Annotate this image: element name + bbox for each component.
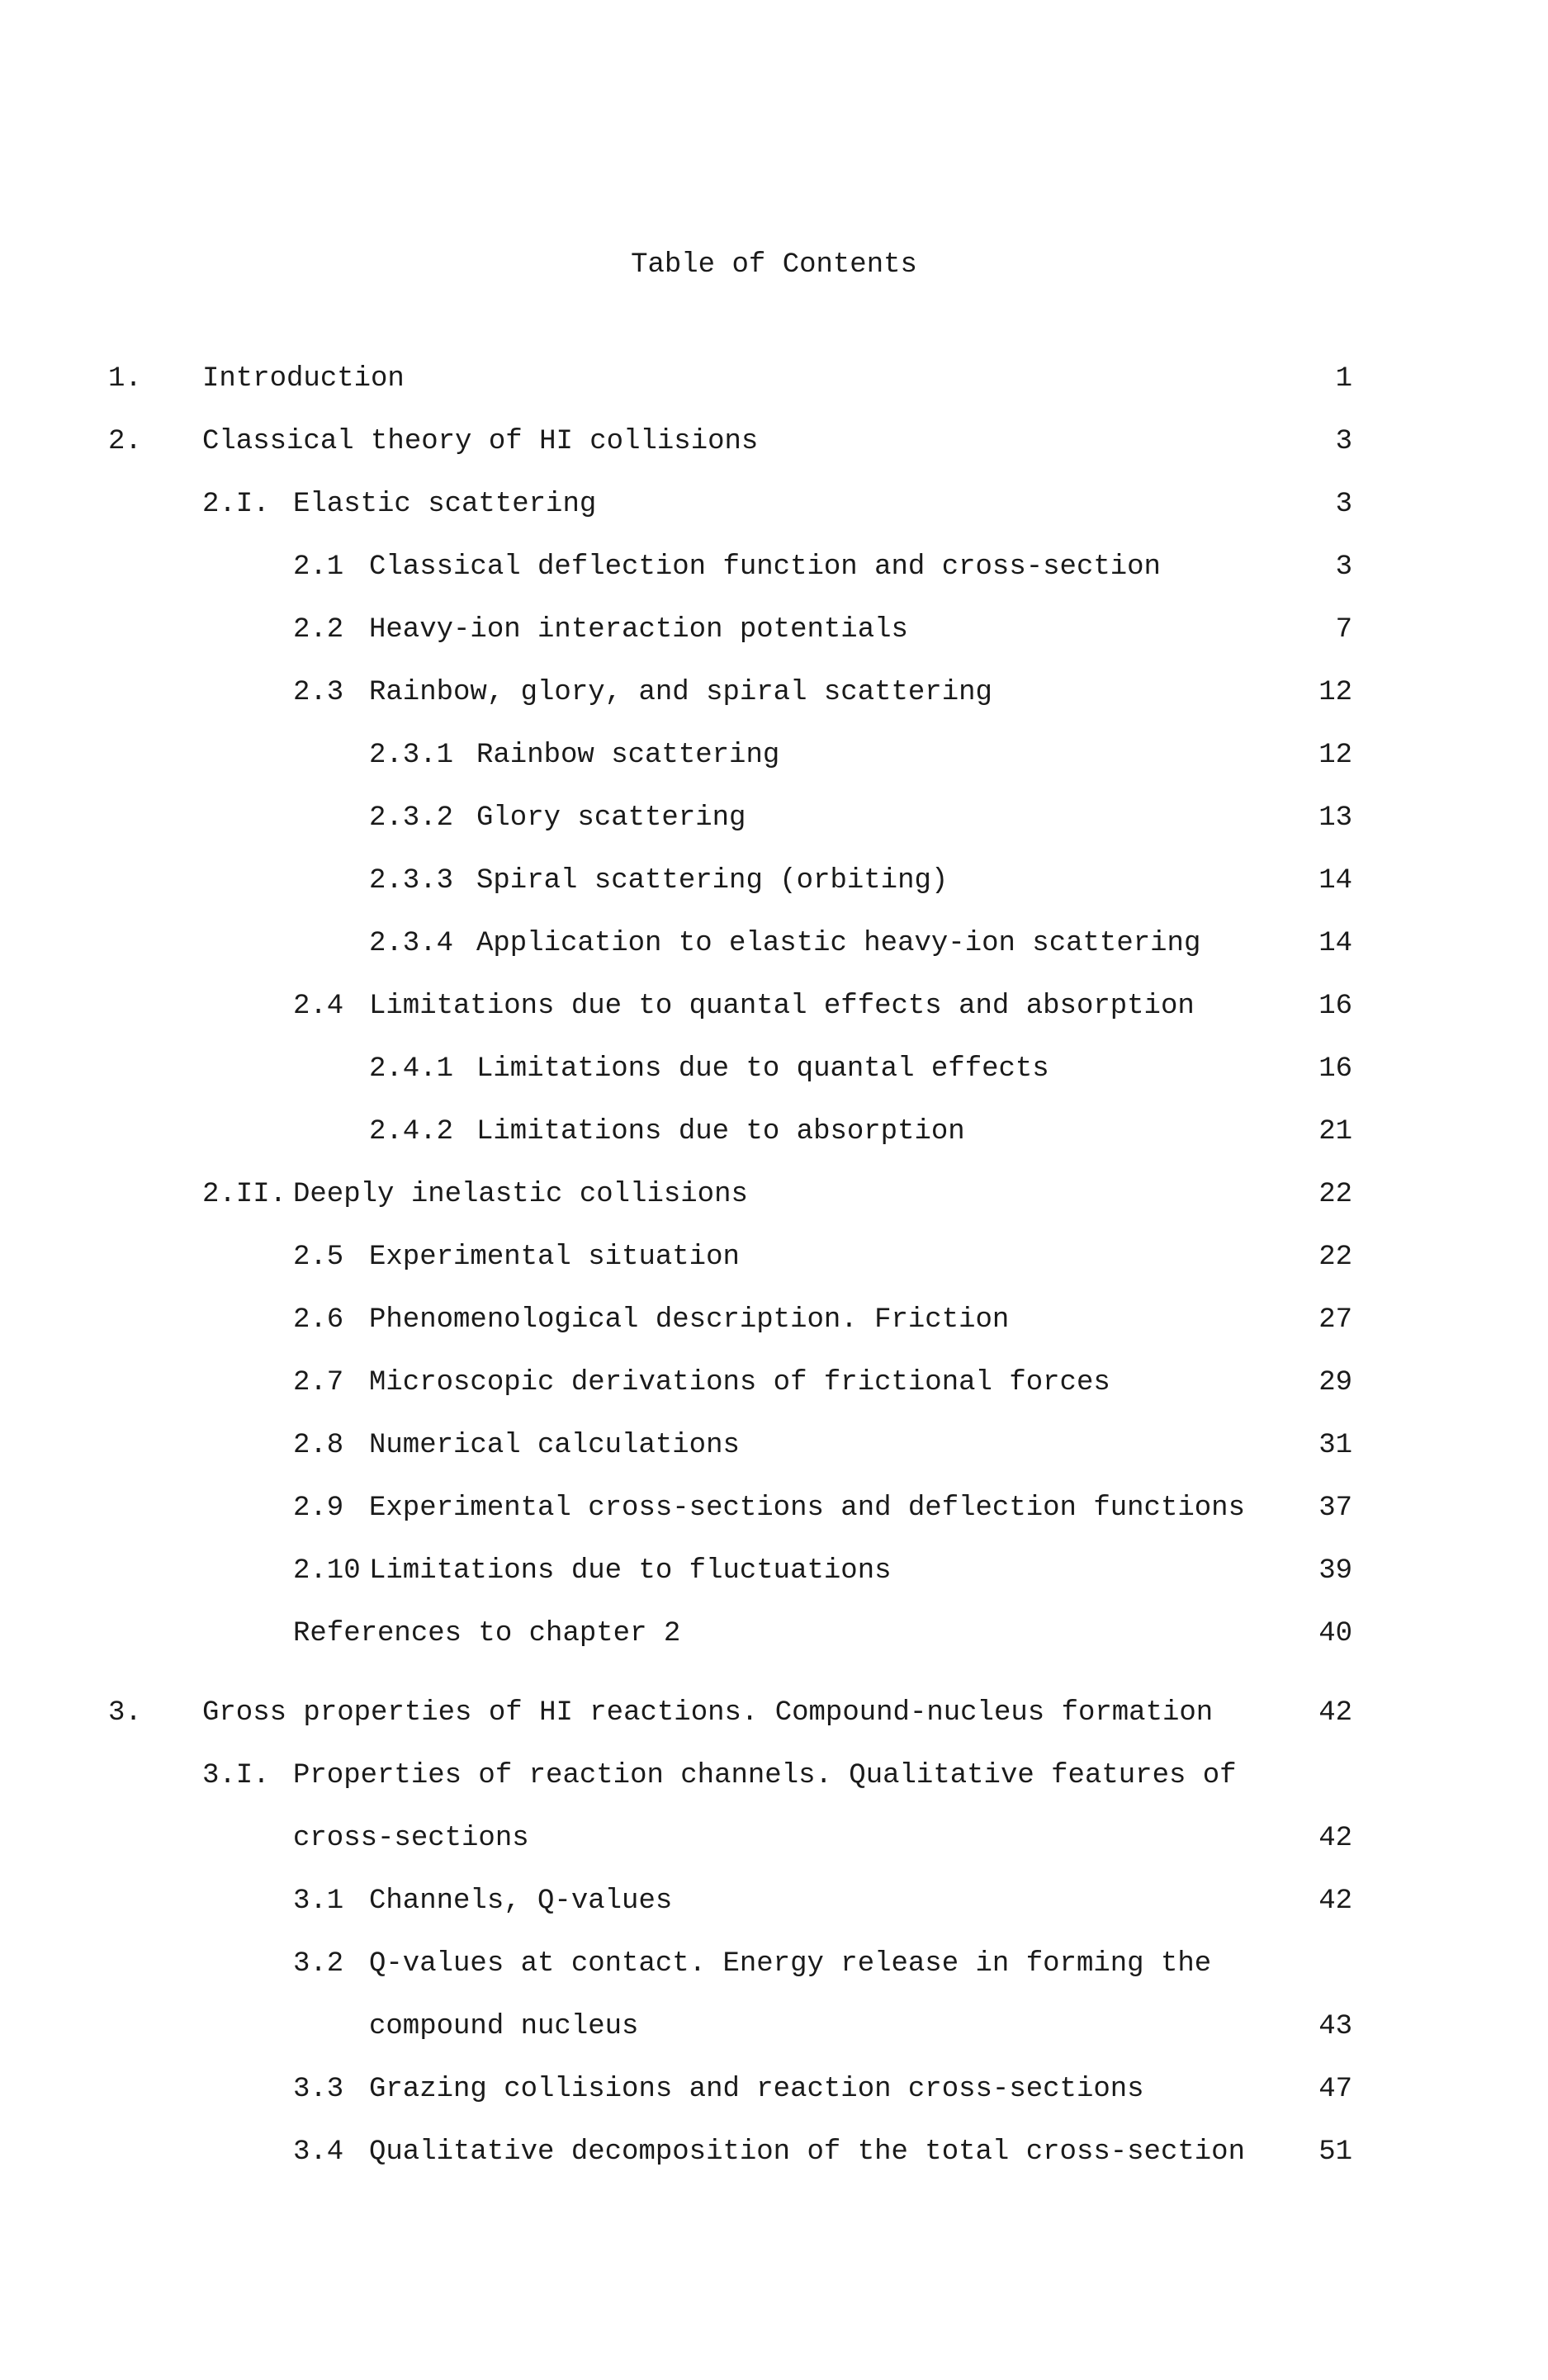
toc-entry-title: Rainbow, glory, and spiral scattering <box>369 677 992 708</box>
toc-entry <box>0 547 1548 588</box>
toc-entry <box>0 986 1548 1027</box>
toc-entry-page: 14 <box>1318 928 1352 959</box>
toc-entry-title: compound nucleus <box>369 2011 639 2042</box>
toc-entry-title: Deeply inelastic collisions <box>293 1179 748 1210</box>
toc-entry <box>0 1111 1548 1152</box>
toc-entry-title: Gross properties of HI reactions. Compound-nucleus formation <box>202 1697 1214 1729</box>
toc-entry-number: 3.2 <box>293 1948 344 1980</box>
toc-entry-number: 2.2 <box>293 614 344 646</box>
toc-entry-number: 2.5 <box>293 1242 344 1273</box>
toc-entry-title: Application to elastic heavy-ion scattering <box>476 928 1201 959</box>
toc-entry <box>0 1237 1548 1278</box>
toc-entry-number: 2.3.4 <box>369 928 454 959</box>
toc-entry-continuation <box>0 1818 1548 1859</box>
toc-entry-page: 51 <box>1318 2136 1352 2168</box>
toc-entry-number: 2.3.2 <box>369 802 454 834</box>
toc-entry-number: 2.9 <box>293 1493 344 1524</box>
toc-entry-number: 2.4.1 <box>369 1053 454 1085</box>
toc-entry <box>0 1362 1548 1403</box>
toc-entry-number: 2.7 <box>293 1367 344 1398</box>
toc-entry-title: cross-sections <box>293 1823 529 1854</box>
toc-entry-title: Glory scattering <box>476 802 746 834</box>
toc-entry-page: 7 <box>1335 614 1352 646</box>
toc-entry <box>0 1425 1548 1466</box>
toc-entry <box>0 797 1548 839</box>
toc-entry-title: Classical theory of HI collisions <box>202 426 759 457</box>
toc-entry-number: 2.4.2 <box>369 1116 454 1147</box>
toc-entry-page: 31 <box>1318 1430 1352 1461</box>
toc-entry-title: Channels, Q-values <box>369 1886 673 1917</box>
toc-entry-page: 16 <box>1318 1053 1352 1085</box>
toc-entry <box>0 1943 1548 1985</box>
toc-entry-page: 39 <box>1318 1555 1352 1587</box>
toc-entry-number: 2.3 <box>293 677 344 708</box>
toc-entry-page: 12 <box>1318 740 1352 771</box>
toc-entry-title: Phenomenological description. Friction <box>369 1304 1010 1336</box>
toc-entry-title: References to chapter 2 <box>293 1618 681 1649</box>
toc-entry-title: Limitations due to absorption <box>476 1116 965 1147</box>
toc-entry <box>0 609 1548 651</box>
toc-entry <box>0 1550 1548 1592</box>
toc-entry-page: 42 <box>1318 1823 1352 1854</box>
toc-entry-title: Limitations due to quantal effects <box>476 1053 1049 1085</box>
toc-entry-title: Limitations due to fluctuations <box>369 1555 892 1587</box>
toc-entry <box>0 2132 1548 2173</box>
toc-entry-title: Properties of reaction channels. Qualitative features of <box>293 1760 1237 1791</box>
toc-entry <box>0 1299 1548 1341</box>
toc-entry-number: 3.1 <box>293 1886 344 1917</box>
toc-entry-number: 3.3 <box>293 2074 344 2105</box>
toc-entry-number: 2.3.1 <box>369 740 454 771</box>
toc-entry-continuation <box>0 2006 1548 2047</box>
toc-entry-title: Numerical calculations <box>369 1430 740 1461</box>
toc-entry <box>0 672 1548 713</box>
toc-entry-title: Rainbow scattering <box>476 740 780 771</box>
toc-entry-title: Introduction <box>202 363 405 395</box>
toc-entry <box>0 1488 1548 1529</box>
toc-entry <box>0 1755 1548 1796</box>
toc-entry-page: 21 <box>1318 1116 1352 1147</box>
toc-entry-page: 42 <box>1318 1886 1352 1917</box>
toc-entry-title: Spiral scattering (orbiting) <box>476 865 949 897</box>
toc-entry-title: Experimental cross-sections and deflection functions <box>369 1493 1245 1524</box>
toc-entry-page: 29 <box>1318 1367 1352 1398</box>
toc-entry <box>0 484 1548 525</box>
toc-entry <box>0 1881 1548 1922</box>
toc-entry-number: 2.8 <box>293 1430 344 1461</box>
toc-entry-page: 22 <box>1318 1179 1352 1210</box>
toc-entry-title: Classical deflection function and cross-section <box>369 551 1161 583</box>
toc-entry <box>0 1692 1548 1734</box>
toc-entry-page: 3 <box>1335 489 1352 520</box>
toc-entry <box>0 1613 1548 1654</box>
toc-entry-page: 42 <box>1318 1697 1352 1729</box>
toc-entry-number: 2.I. <box>202 489 270 520</box>
toc-entry-title: Qualitative decomposition of the total cross-section <box>369 2136 1245 2168</box>
toc-entry-page: 43 <box>1318 2011 1352 2042</box>
toc-entry-page: 22 <box>1318 1242 1352 1273</box>
toc-entry-number: 3. <box>108 1697 142 1729</box>
toc-entry <box>0 358 1548 400</box>
toc-entry-number: 2.3.3 <box>369 865 454 897</box>
page-title: Table of Contents <box>631 249 917 281</box>
toc-entry-number: 3.I. <box>202 1760 270 1791</box>
toc-entry-page: 37 <box>1318 1493 1352 1524</box>
toc-entry <box>0 1048 1548 1090</box>
toc-entry <box>0 735 1548 776</box>
toc-entry <box>0 1174 1548 1215</box>
toc-entry-number: 2.6 <box>293 1304 344 1336</box>
toc-entry-title: Heavy-ion interaction potentials <box>369 614 908 646</box>
toc-entry-title: Limitations due to quantal effects and absorption <box>369 991 1195 1022</box>
toc-entry-title: Experimental situation <box>369 1242 740 1273</box>
toc-entry-number: 2.10 <box>293 1555 361 1587</box>
toc-entry-page: 47 <box>1318 2074 1352 2105</box>
toc-entry-title: Microscopic derivations of frictional forces <box>369 1367 1110 1398</box>
toc-entry-page: 1 <box>1335 363 1352 395</box>
toc-entry <box>0 2069 1548 2110</box>
toc-entry <box>0 421 1548 462</box>
toc-entry-title: Grazing collisions and reaction cross-sections <box>369 2074 1144 2105</box>
toc-entry-number: 1. <box>108 363 142 395</box>
toc-entry-page: 27 <box>1318 1304 1352 1336</box>
toc-entry <box>0 923 1548 964</box>
toc-entry-page: 40 <box>1318 1618 1352 1649</box>
toc-entry-title: Q-values at contact. Energy release in forming the <box>369 1948 1212 1980</box>
toc-entry-page: 14 <box>1318 865 1352 897</box>
toc-entry-page: 13 <box>1318 802 1352 834</box>
toc-entry-number: 2.1 <box>293 551 344 583</box>
toc-entry-page: 3 <box>1335 426 1352 457</box>
toc-entry-page: 12 <box>1318 677 1352 708</box>
toc-entry <box>0 860 1548 901</box>
toc-entry-title: Elastic scattering <box>293 489 597 520</box>
toc-entry-number: 2.II. <box>202 1179 287 1210</box>
toc-entry-page: 16 <box>1318 991 1352 1022</box>
toc-entry-number: 2.4 <box>293 991 344 1022</box>
toc-entry-page: 3 <box>1335 551 1352 583</box>
toc-entry-number: 3.4 <box>293 2136 344 2168</box>
toc-entry-number: 2. <box>108 426 142 457</box>
